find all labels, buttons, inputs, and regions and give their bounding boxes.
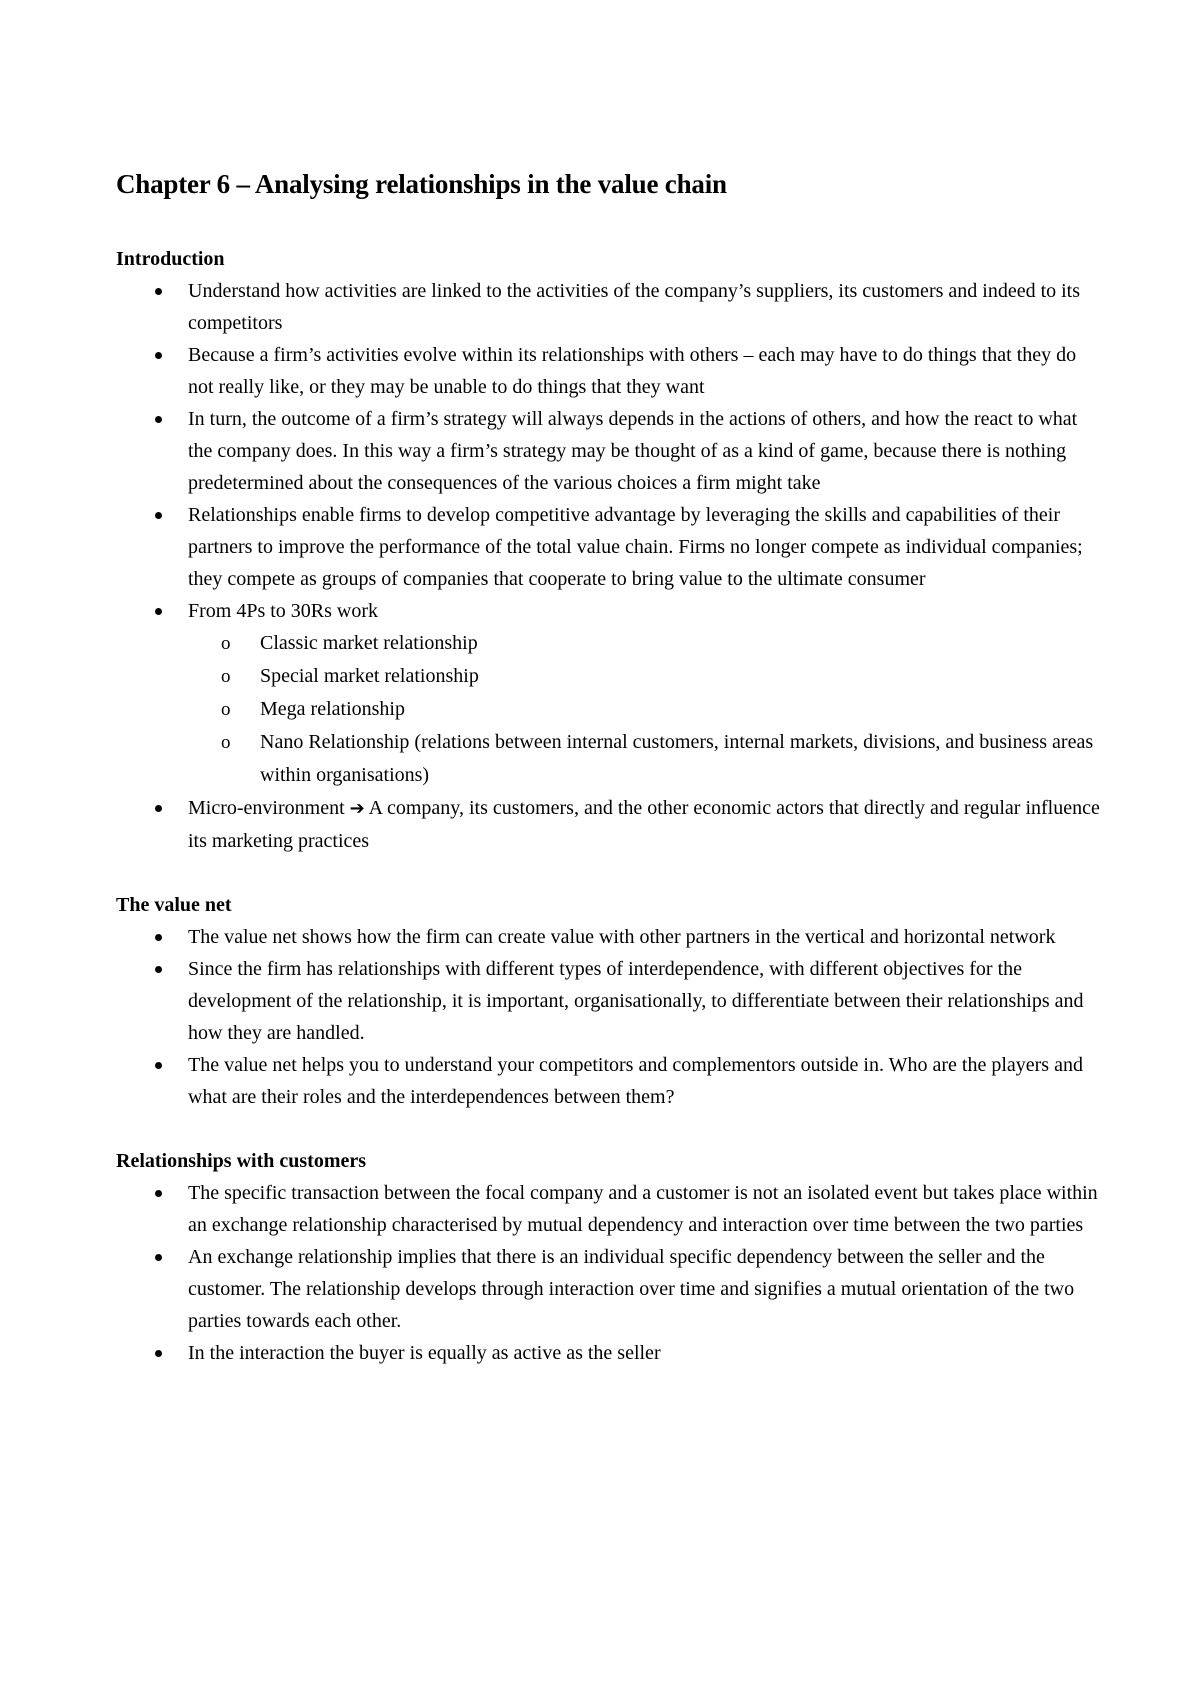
list-item	[116, 339, 1101, 403]
bullet-icon	[155, 1190, 162, 1197]
bullet-icon	[155, 934, 162, 941]
list-item	[116, 792, 1101, 857]
sub-list-item	[116, 627, 1101, 660]
sub-list-item-text: Special market relationship	[260, 665, 479, 687]
list-item-text: The value net shows how the firm can create value with other partners in the vertical and horizontal network	[188, 926, 1056, 948]
sub-list-item-text: Classic market relationship	[260, 632, 478, 654]
section-relationships-with-customers	[116, 1145, 1101, 1369]
list-item-text: The value net helps you to understand your competitors and complementors outside in. Who are the players and what are their roles and the interdependences between them?	[188, 1054, 1083, 1108]
list-item-text: From 4Ps to 30Rs work	[188, 600, 379, 622]
list-item	[116, 403, 1101, 499]
hollow-bullet-icon: o	[221, 732, 231, 753]
bullet-icon	[155, 352, 162, 359]
bullet-icon	[155, 1350, 162, 1357]
hollow-bullet-icon: o	[221, 666, 231, 687]
value-net-bullet-list	[116, 921, 1101, 1113]
section-heading-relationships-with-customers: Relationships with customers	[116, 1150, 367, 1172]
customers-bullet-list	[116, 1177, 1101, 1369]
relationships-sub-list	[116, 627, 1101, 792]
hollow-bullet-icon: o	[221, 699, 231, 720]
list-item-text: An exchange relationship implies that there is an individual specific dependency between the seller and the customer. The relationship develops through interaction over time and signifies a mutual orientation of the two parties towards each other.	[188, 1246, 1075, 1332]
section-heading-value-net: The value net	[116, 894, 232, 916]
arrow-right-icon: ➔	[349, 798, 365, 819]
list-item	[116, 595, 1101, 792]
list-item-text: Because a firm’s activities evolve within its relationships with others – each may have to do things that they do not really like, or they may be unable to do things that they want	[188, 344, 1077, 398]
bullet-icon	[155, 805, 162, 812]
document-page	[116, 168, 1101, 1369]
sub-list-item	[116, 693, 1101, 726]
list-item	[116, 1049, 1101, 1113]
section-value-net	[116, 889, 1101, 1113]
list-item	[116, 1241, 1101, 1337]
introduction-bullet-list	[116, 275, 1101, 857]
bullet-icon	[155, 1254, 162, 1261]
list-item-text: Understand how activities are linked to the activities of the company’s suppliers, its customers and indeed to its competitors	[188, 280, 1081, 334]
bullet-icon	[155, 416, 162, 423]
bullet-icon	[155, 1062, 162, 1069]
hollow-bullet-icon: o	[221, 633, 231, 654]
bullet-icon	[155, 966, 162, 973]
list-item	[116, 1177, 1101, 1241]
chapter-title: Chapter 6 – Analysing relationships in the value chain	[116, 169, 727, 199]
sub-list-item	[116, 726, 1101, 792]
bullet-icon	[155, 512, 162, 519]
sub-list-item	[116, 660, 1101, 693]
micro-environment-term: Micro-environment	[188, 797, 345, 819]
list-item	[116, 499, 1101, 595]
sub-list-item-text: Mega relationship	[260, 698, 405, 720]
sub-list-item-text: Nano Relationship (relations between internal customers, internal markets, divisions, and business areas within organisations)	[260, 731, 1094, 786]
list-item-text: Relationships enable firms to develop competitive advantage by leveraging the skills and capabilities of their partners to improve the performance of the total value chain. Firms no longer compete as individual companies; they compete as groups of companies that cooperate to bring value to the ultimate consumer	[188, 504, 1083, 590]
list-item	[116, 275, 1101, 339]
list-item-text: Since the firm has relationships with different types of interdependence, with different objectives for the development of the relationship, it is important, organisationally, to differentiate between their relationships and how they are handled.	[188, 958, 1084, 1044]
list-item-text: In the interaction the buyer is equally as active as the seller	[188, 1342, 661, 1364]
list-item	[116, 953, 1101, 1049]
list-item-text: In turn, the outcome of a firm’s strategy will always depends in the actions of others, and how the react to what the company does. In this way a firm’s strategy may be thought of as a kind of game, because there is nothing predetermined about the consequences of the various choices a firm might take	[188, 408, 1078, 494]
list-item-text: The specific transaction between the focal company and a customer is not an isolated event but takes place within an exchange relationship characterised by mutual dependency and interaction over time between the two parties	[188, 1182, 1098, 1236]
bullet-icon	[155, 288, 162, 295]
list-item	[116, 1337, 1101, 1369]
section-heading-introduction: Introduction	[116, 248, 225, 270]
micro-environment-definition: A company, its customers, and the other economic actors that directly and regular influence its marketing practices	[188, 797, 1100, 852]
list-item	[116, 921, 1101, 953]
section-introduction	[116, 243, 1101, 857]
bullet-icon	[155, 608, 162, 615]
